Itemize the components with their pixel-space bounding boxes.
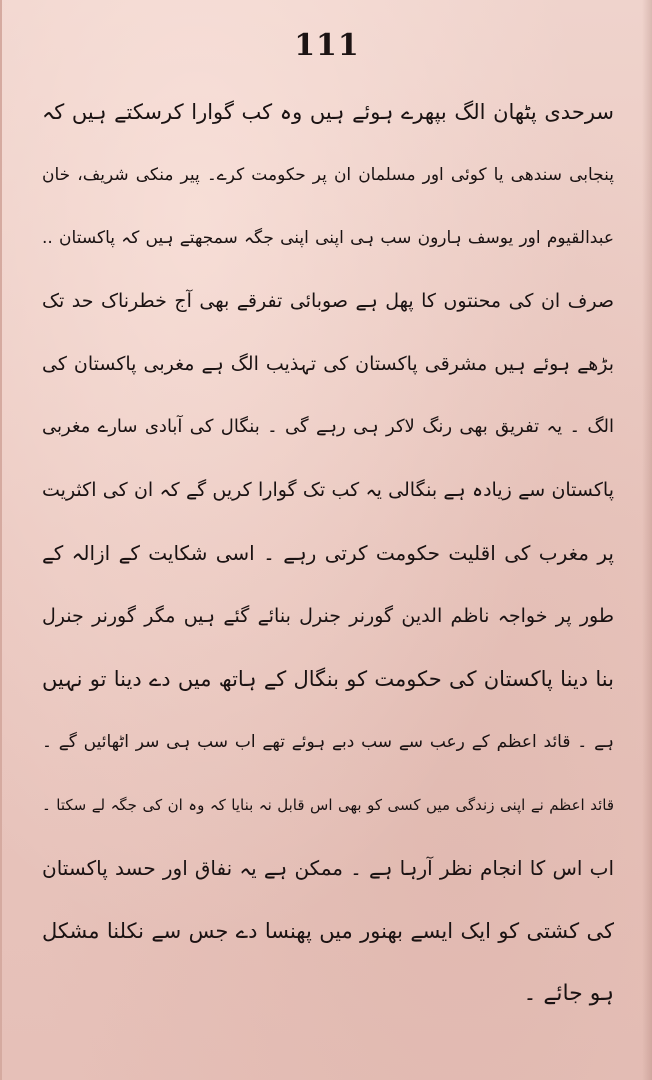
text-line: پنجابی سندھی یا کوئی اور مسلمان ان پر حکومت کرے۔ پیر منکی شریف، خان xyxy=(42,165,614,185)
page-body-text xyxy=(42,92,614,1037)
text-line: سرحدی پٹھان الگ بپھرے ہوئے ہیں وہ کب گوارا کرسکتے ہیں کہ xyxy=(42,100,614,124)
text-line: اب اس کا انجام نظر آرہا ہے ۔ ممکن ہے یہ نفاق اور حسد پاکستان xyxy=(42,856,614,880)
text-line: کی کشتی کو ایک ایسے بھنور میں پھنسا دے جس سے نکلنا مشکل xyxy=(42,919,614,943)
text-line: بڑھے ہوئے ہیں مشرقی پاکستان کی تہذیب الگ ہے مغربی پاکستان کی xyxy=(42,353,614,375)
text-line: طور پر خواجہ ناظم الدین گورنر جنرل بنائے گئے ہیں مگر گورنر جنرل xyxy=(42,605,614,627)
text-line-last: ہو جائے ۔ xyxy=(523,981,614,1006)
page-number: 111 xyxy=(294,28,360,63)
page-edge-shadow xyxy=(642,0,652,1080)
text-line: پر مغرب کی اقلیت حکومت کرتی رہے ۔ اسی شکایت کے ازالہ کے xyxy=(42,541,614,565)
text-line: ہے ۔ قائد اعظم کے رعب سے سب دبے ہوئے تھے اب سب ہی سر اٹھائیں گے ۔ xyxy=(42,732,614,752)
text-line: الگ ۔ یہ تفریق بھی رنگ لاکر ہی رہے گی ۔ بنگال کی آبادی سارے مغربی xyxy=(42,416,614,437)
text-line: بنا دینا پاکستان کی حکومت کو بنگال کے ہاتھ میں دے دینا تو نہیں xyxy=(42,667,614,691)
text-line: عبدالقیوم اور یوسف ہارون سب ہی اپنی اپنی جگہ سمجھتے ہیں کہ پاکستان .. xyxy=(42,228,614,248)
text-line: قائد اعظم نے اپنی زندگی میں کسی کو بھی اس قابل نہ بنایا کہ وہ ان کی جگہ لے سکتا ۔ xyxy=(42,796,614,814)
text-line: پاکستان سے زیادہ ہے بنگالی یہ کب تک گوارا کریں گے کہ ان کی اکثریت xyxy=(42,479,614,501)
text-line: صرف ان کی محنتوں کا پھل ہے صوبائی تفرقے بھی آج خطرناک حد تک xyxy=(42,290,614,312)
